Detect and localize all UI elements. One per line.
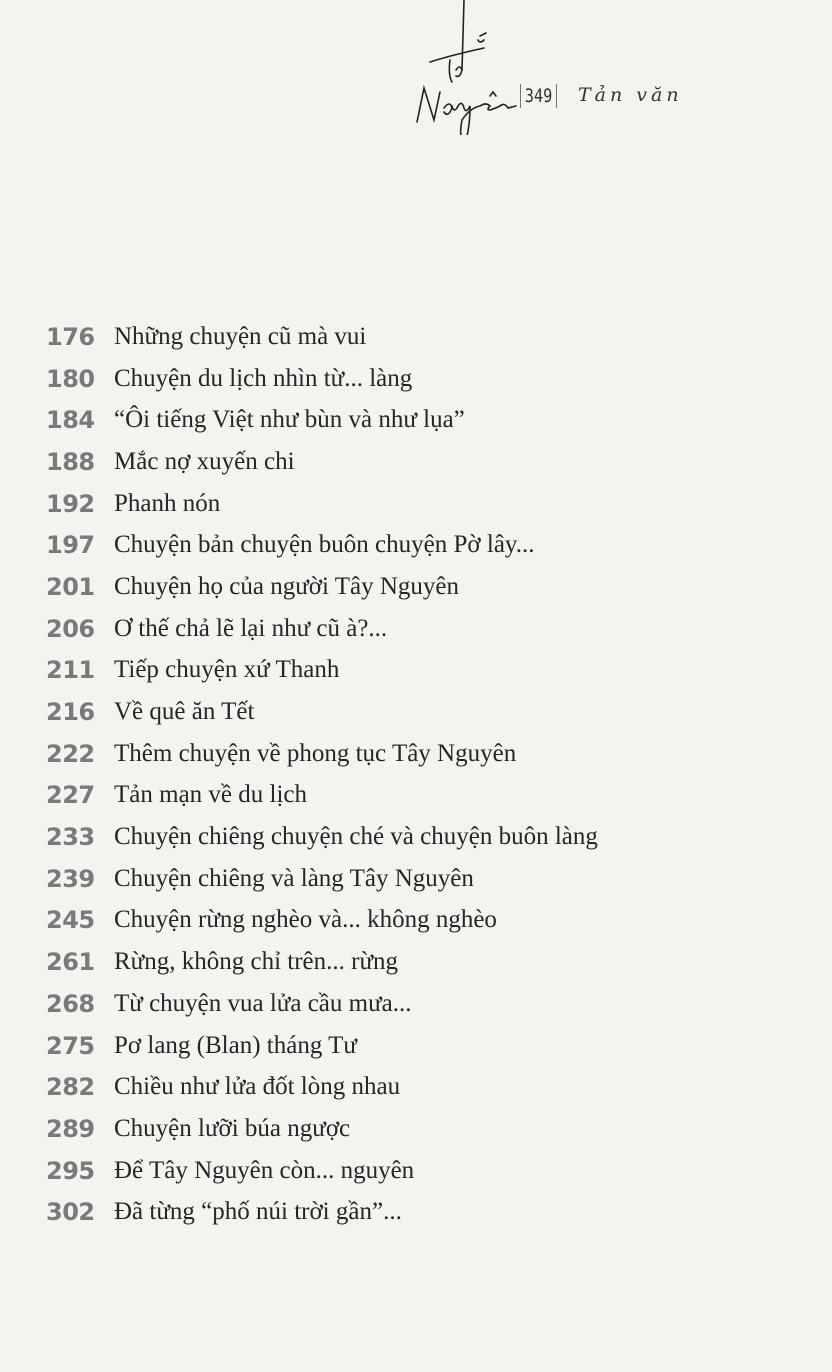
toc-page: 289: [46, 1114, 95, 1143]
toc-title: Tiếp chuyện xứ Thanh: [114, 656, 340, 684]
toc-entry: [46, 941, 598, 983]
toc-title: Mắc nợ xuyến chi: [114, 447, 295, 475]
toc-page: 275: [46, 1031, 95, 1060]
toc-page: 176: [46, 322, 95, 351]
toc-page: 302: [46, 1198, 95, 1227]
toc-entry: [46, 650, 598, 692]
toc-title: “Ôi tiếng Việt như bùn và như lụa”: [114, 406, 465, 434]
toc-title: Đã từng “phố núi trời gần”...: [114, 1198, 402, 1226]
toc-entry: [46, 1066, 598, 1108]
toc-title: Về quê ăn Tết: [114, 698, 255, 726]
toc-page: 192: [46, 489, 95, 518]
toc-entry: [46, 900, 598, 942]
toc-page: 197: [46, 531, 95, 560]
page-number: 349: [520, 84, 557, 108]
toc-page: 227: [46, 781, 95, 810]
toc-entry: [46, 816, 598, 858]
toc-title: Để Tây Nguyên còn... nguyên: [114, 1156, 415, 1184]
toc-page: 184: [46, 406, 95, 435]
toc-title: Chuyện họ của người Tây Nguyên: [114, 572, 459, 600]
toc-entry: [46, 1191, 598, 1233]
toc-title: Chuyện bản chuyện buôn chuyện Pờ lây...: [114, 531, 535, 559]
toc-title: Tản mạn về du lịch: [114, 781, 307, 809]
toc-title: Thêm chuyện về phong tục Tây Nguyên: [114, 739, 517, 767]
toc-title: Chuyện du lịch nhìn từ... làng: [114, 364, 413, 392]
toc-entry: [46, 775, 598, 817]
toc-title: Chuyện lưỡi búa ngược: [114, 1114, 351, 1142]
toc-page: 261: [46, 948, 95, 977]
toc-title: Chuyện chiêng và làng Tây Nguyên: [114, 864, 474, 892]
book-logo: [412, 0, 522, 135]
table-of-contents: [46, 316, 598, 1233]
toc-title: Chuyện rừng nghèo và... không nghèo: [114, 906, 497, 934]
toc-page: 245: [46, 906, 95, 935]
toc-entry: [46, 399, 598, 441]
toc-page: 206: [46, 614, 95, 643]
toc-title: Những chuyện cũ mà vui: [114, 322, 367, 350]
toc-page: 233: [46, 823, 95, 852]
toc-entry: [46, 983, 598, 1025]
toc-title: Rừng, không chỉ trên... rừng: [114, 948, 399, 976]
toc-entry: [46, 608, 598, 650]
toc-page: 188: [46, 447, 95, 476]
toc-entry: [46, 441, 598, 483]
toc-entry: [46, 858, 598, 900]
toc-title: Phanh nón: [114, 489, 221, 517]
toc-page: 211: [46, 656, 95, 685]
toc-page: 239: [46, 864, 95, 893]
toc-title: Chiều như lửa đốt lòng nhau: [114, 1073, 401, 1101]
toc-entry: [46, 733, 598, 775]
toc-entry: [46, 316, 598, 358]
toc-entry: [46, 483, 598, 525]
toc-title: Ơ thế chả lẽ lại như cũ à?...: [114, 614, 388, 642]
toc-page: 216: [46, 698, 95, 727]
toc-page: 295: [46, 1156, 95, 1185]
toc-title: Pơ lang (Blan) tháng Tư: [114, 1031, 357, 1059]
toc-page: 282: [46, 1073, 95, 1102]
toc-page: 268: [46, 989, 95, 1018]
toc-page: 180: [46, 364, 95, 393]
toc-page: 222: [46, 739, 95, 768]
toc-entry: [46, 566, 598, 608]
toc-entry: [46, 358, 598, 400]
toc-title: Chuyện chiêng chuyện ché và chuyện buôn làng: [114, 823, 598, 851]
running-head: Tản văn: [578, 84, 683, 106]
toc-entry: [46, 691, 598, 733]
toc-entry: [46, 1108, 598, 1150]
toc-page: 201: [46, 572, 95, 601]
toc-title: Từ chuyện vua lửa cầu mưa...: [114, 989, 412, 1017]
toc-entry: [46, 1025, 598, 1067]
toc-entry: [46, 524, 598, 566]
toc-entry: [46, 1150, 598, 1192]
